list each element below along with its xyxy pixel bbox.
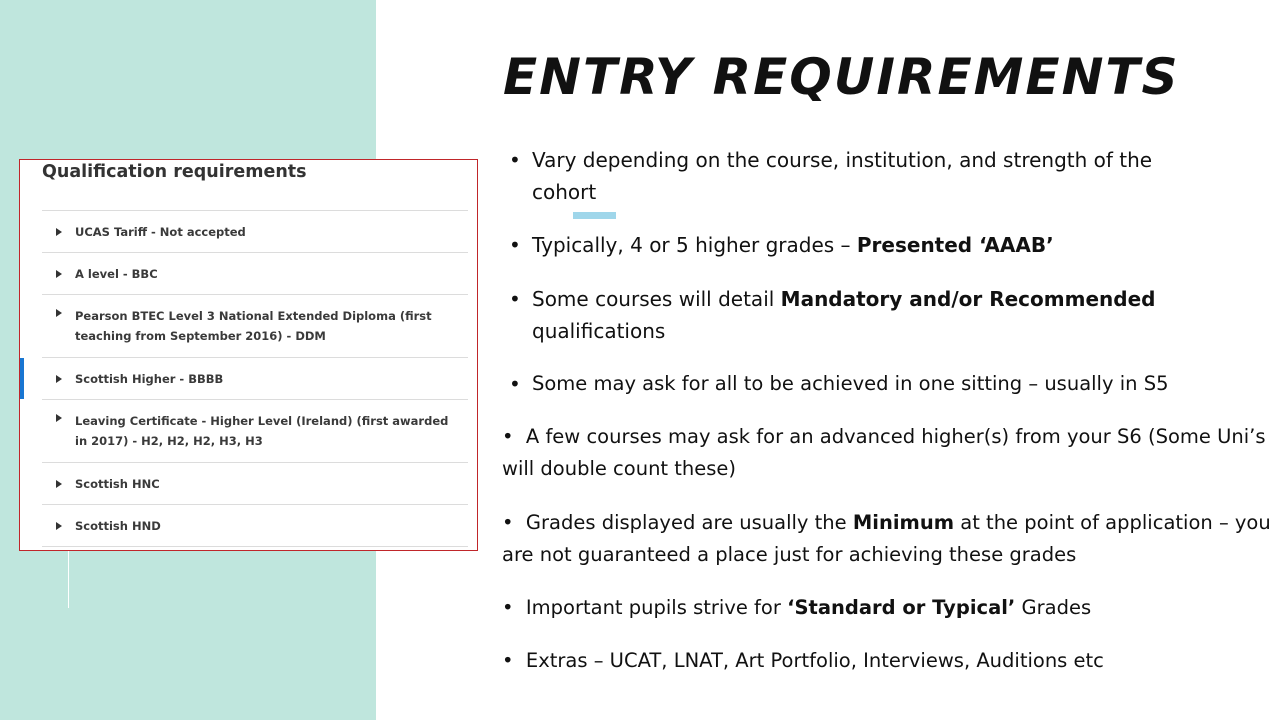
- qualification-item-a-level[interactable]: [42, 253, 468, 295]
- bullet-emphasis: ‘Standard or Typical’: [787, 596, 1016, 619]
- bullet-dot: •: [502, 596, 526, 619]
- slide-title: ENTRY REQUIREMENTS: [503, 48, 1180, 106]
- expand-arrow-icon: [56, 522, 62, 530]
- accent-bar: [573, 212, 616, 219]
- qualification-item-scottish-higher[interactable]: [42, 358, 468, 400]
- bullet-emphasis: Presented ‘AAAB’: [856, 233, 1054, 257]
- qualification-item-leaving-certificate[interactable]: [42, 400, 468, 463]
- qualification-label: Pearson BTEC Level 3 National Extended Diploma (first teaching from September 2016) - DDM: [75, 309, 432, 343]
- bullet-text: Important pupils strive for: [525, 596, 788, 619]
- bullet-text: Grades: [1015, 596, 1092, 619]
- bullet-text: Some courses will detail: [532, 287, 781, 311]
- qualification-label: Scottish Higher - BBBB: [75, 371, 224, 386]
- bullet-one-sitting: Some may ask for all to be achieved in one sitting – usually in S5: [532, 372, 1169, 395]
- qualification-card-title: Qualification requirements: [42, 162, 307, 182]
- bullet-mandatory-recommended: [532, 283, 1222, 347]
- bullet-emphasis: Mandatory and/or Recommended: [780, 287, 1156, 311]
- bullet-dot: •: [509, 148, 521, 172]
- bullet-text: Typically, 4 or 5 higher grades –: [532, 233, 857, 257]
- bullet-emphasis: Minimum: [852, 511, 955, 534]
- decorative-line: [68, 550, 69, 608]
- bullet-dot: •: [509, 233, 521, 257]
- qualification-label: Leaving Certificate - Higher Level (Ireland) (first awarded in 2017) - H2, H2, H2, H3, H3: [75, 414, 449, 448]
- qualification-item-ucas-tariff[interactable]: [42, 211, 468, 253]
- expand-arrow-icon: [56, 270, 62, 278]
- expand-arrow-icon: [56, 480, 62, 488]
- bullet-text: qualifications: [532, 319, 666, 343]
- bullet-advanced-higher: [502, 421, 1278, 485]
- qualification-label: Scottish HNC: [75, 476, 160, 491]
- bullet-standard-typical: [502, 592, 1278, 624]
- qualification-item-btec[interactable]: [42, 295, 468, 358]
- qualification-label: UCAS Tariff - Not accepted: [75, 224, 246, 239]
- bullet-dot: •: [502, 511, 526, 534]
- qualification-list: [42, 210, 468, 547]
- bullet-extras: [502, 645, 1278, 677]
- bullet-text: Extras – UCAT, LNAT, Art Portfolio, Interviews, Auditions etc: [525, 649, 1104, 672]
- qualification-label: Scottish HND: [75, 518, 161, 533]
- expand-arrow-icon: [56, 414, 62, 422]
- qualification-requirements-card: [19, 159, 478, 551]
- qualification-label: A level - BBC: [75, 266, 158, 281]
- bullet-minimum-grades: [502, 507, 1278, 571]
- bullet-vary-depending: Vary depending on the course, institution, and strength of the cohort: [532, 148, 1153, 204]
- expand-arrow-icon: [56, 309, 62, 317]
- bullet-typically-grades: [532, 229, 1252, 261]
- bullet-dot: •: [502, 649, 526, 672]
- bullet-text: Grades displayed are usually the: [525, 511, 853, 534]
- bullet-text: A few courses may ask for an advanced higher(s) from your S6 (Some Uni’s will double count these): [502, 425, 1266, 480]
- expand-arrow-icon: [56, 228, 62, 236]
- bullet-dot: •: [509, 287, 521, 311]
- bullet-dot: •: [502, 425, 526, 448]
- qualification-item-scottish-hnc[interactable]: [42, 463, 468, 505]
- expand-arrow-icon: [56, 375, 62, 383]
- bullet-dot: •: [509, 372, 521, 396]
- bullet-text: at the point of application – you are not guaranteed a place just for achieving these grades: [502, 511, 1271, 566]
- qualification-item-scottish-hnd[interactable]: [42, 505, 468, 547]
